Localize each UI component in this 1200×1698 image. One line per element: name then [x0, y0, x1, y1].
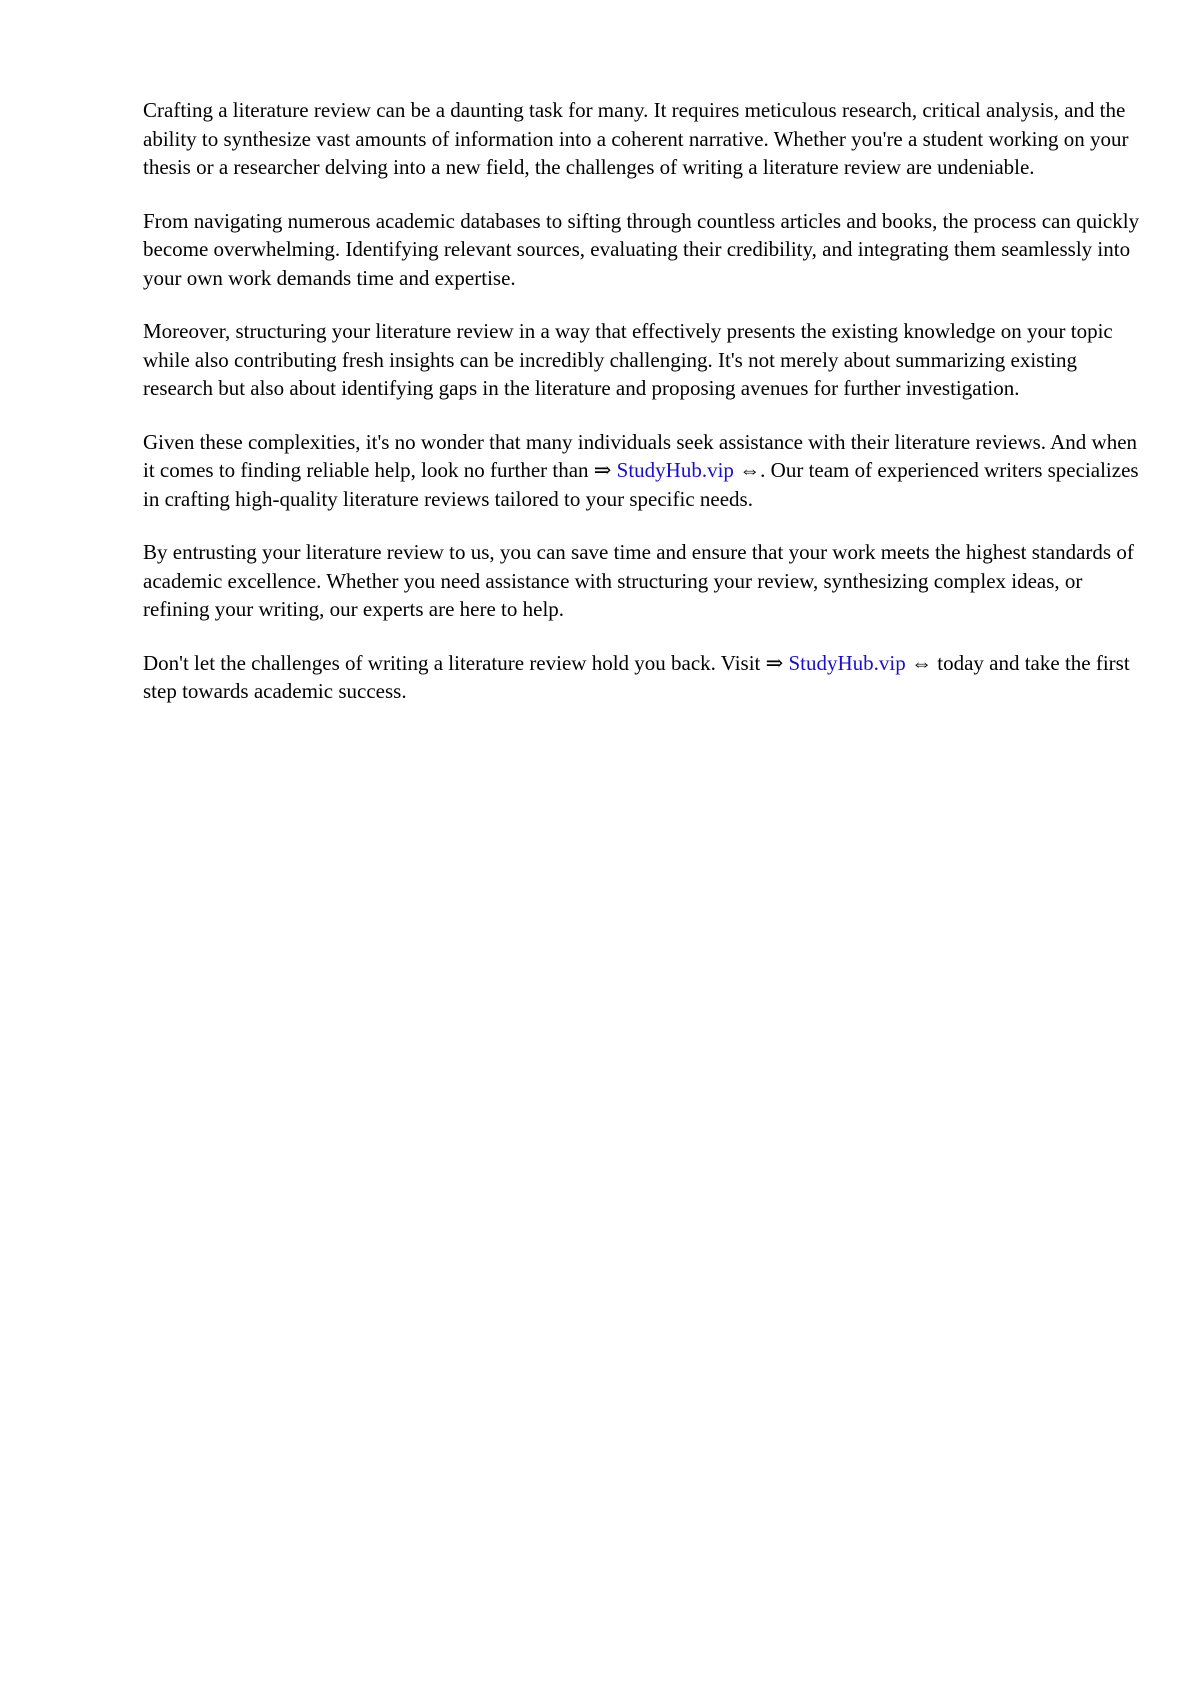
document-body — [143, 96, 1143, 731]
cta-text-before: Don't let the challenges of writing a literature review hold you back. Visit ⇒ — [143, 650, 789, 675]
studyhub-link[interactable]: StudyHub.vip — [616, 458, 734, 482]
paragraph-structure: Moreover, structuring your literature review in a way that effectively presents the existing knowledge on your topic while also contributing fresh insights can be incredibly challenging. It's not merely about summarizing existing research but also about identifying gaps in the literature and proposing avenues for further investigation. — [143, 319, 1113, 400]
paragraph-intro: Crafting a literature review can be a daunting task for many. It requires meticulous research, critical analysis, and the ability to synthesize vast amounts of information into a coherent narrative. Whether you're a student working on your thesis or a researcher delving into a new field, the challenges of writing a literature review are undeniable. — [143, 98, 1129, 179]
assistance-text-before: Given these complexities, it's no wonder that many individuals seek assistance with their literature reviews. And when it comes to finding reliable help, look no further than ⇒ — [143, 429, 1138, 482]
assistance-text-after: ⇔. Our team of experienced writers specializes in crafting high-quality literature reviews tailored to your specific needs. — [143, 458, 1139, 511]
paragraph-assistance — [143, 428, 1143, 514]
paragraph-benefits: By entrusting your literature review to us, you can save time and ensure that your work meets the highest standards of academic excellence. Whether you need assistance with structuring your review, synthesizing complex ideas, or refining your writing, our experts are here to help. — [143, 540, 1134, 621]
paragraph-call-to-action — [143, 649, 1143, 706]
paragraph-challenges: From navigating numerous academic databases to sifting through countless articles and books, the process can quickly become overwhelming. Identifying relevant sources, evaluating their credibility, and integrating them seamlessly into your own work demands time and expertise. — [143, 208, 1140, 290]
studyhub-link-cta[interactable]: StudyHub.vip — [788, 650, 906, 675]
cta-text-after: ⇔ today and take the first step towards academic success. — [143, 650, 1130, 703]
